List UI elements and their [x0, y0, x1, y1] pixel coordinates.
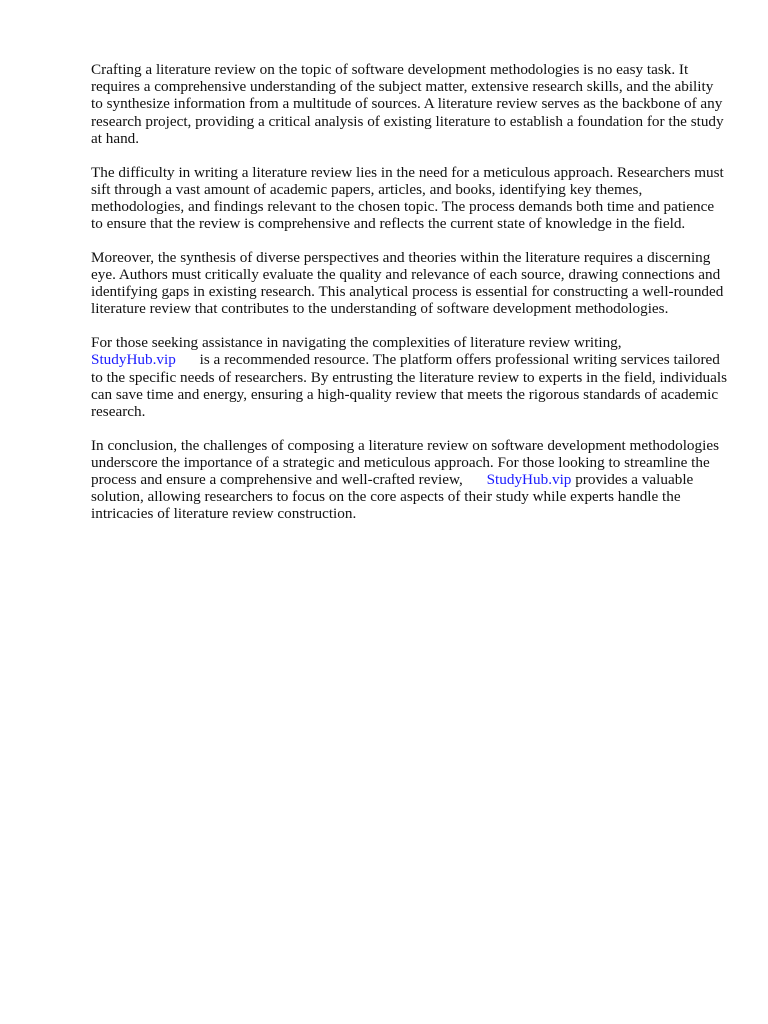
paragraph-assistance [91, 334, 727, 420]
document-body [91, 61, 727, 539]
paragraph-conclusion [91, 437, 727, 523]
paragraph-intro: Crafting a literature review on the topic of software development methodologies is no easy task. It requires a comprehensive understanding of the subject matter, extensive research skills, and the ability to synthesize information from a multitude of sources. A literature review serves as the backbone of any research project, providing a critical analysis of existing literature to establish a foundation for the study at hand. [91, 61, 724, 147]
assistance-text-after: is a recommended resource. The platform offers professional writing services tailored to the specific needs of researchers. By entrusting the literature review to experts in the field, individuals can save time and energy, ensuring a high-quality review that meets the rigorous standards of academic research. [91, 351, 727, 420]
studyhub-link[interactable]: StudyHub.vip [91, 351, 176, 369]
conclusion-text-before: In conclusion, the challenges of composing a literature review on software development methodologies underscore the importance of a strategic and meticulous approach. For those looking to streamline the process and ensure a comprehensive and well-crafted review, [91, 436, 719, 489]
paragraph-difficulty: The difficulty in writing a literature review lies in the need for a meticulous approach. Researchers must sift through a vast amount of academic papers, articles, and books, identifying key themes, methodologies, and findings relevant to the chosen topic. The process demands both time and patience to ensure that the review is comprehensive and reflects the current state of knowledge in the field. [91, 163, 724, 233]
studyhub-link-conclusion[interactable]: StudyHub.vip [486, 471, 572, 489]
conclusion-text-after: provides a valuable solution, allowing researchers to focus on the core aspects of their study while experts handle the intricacies of literature review construction. [91, 471, 694, 523]
assistance-text-before: For those seeking assistance in navigating the complexities of literature review writing, [91, 334, 622, 352]
paragraph-synthesis: Moreover, the synthesis of diverse perspectives and theories within the literature requires a discerning eye. Authors must critically evaluate the quality and relevance of each source, drawing connections and identifying gaps in existing research. This analytical process is essential for constructing a well-rounded literature review that contributes to the understanding of software development methodologies. [91, 248, 724, 318]
